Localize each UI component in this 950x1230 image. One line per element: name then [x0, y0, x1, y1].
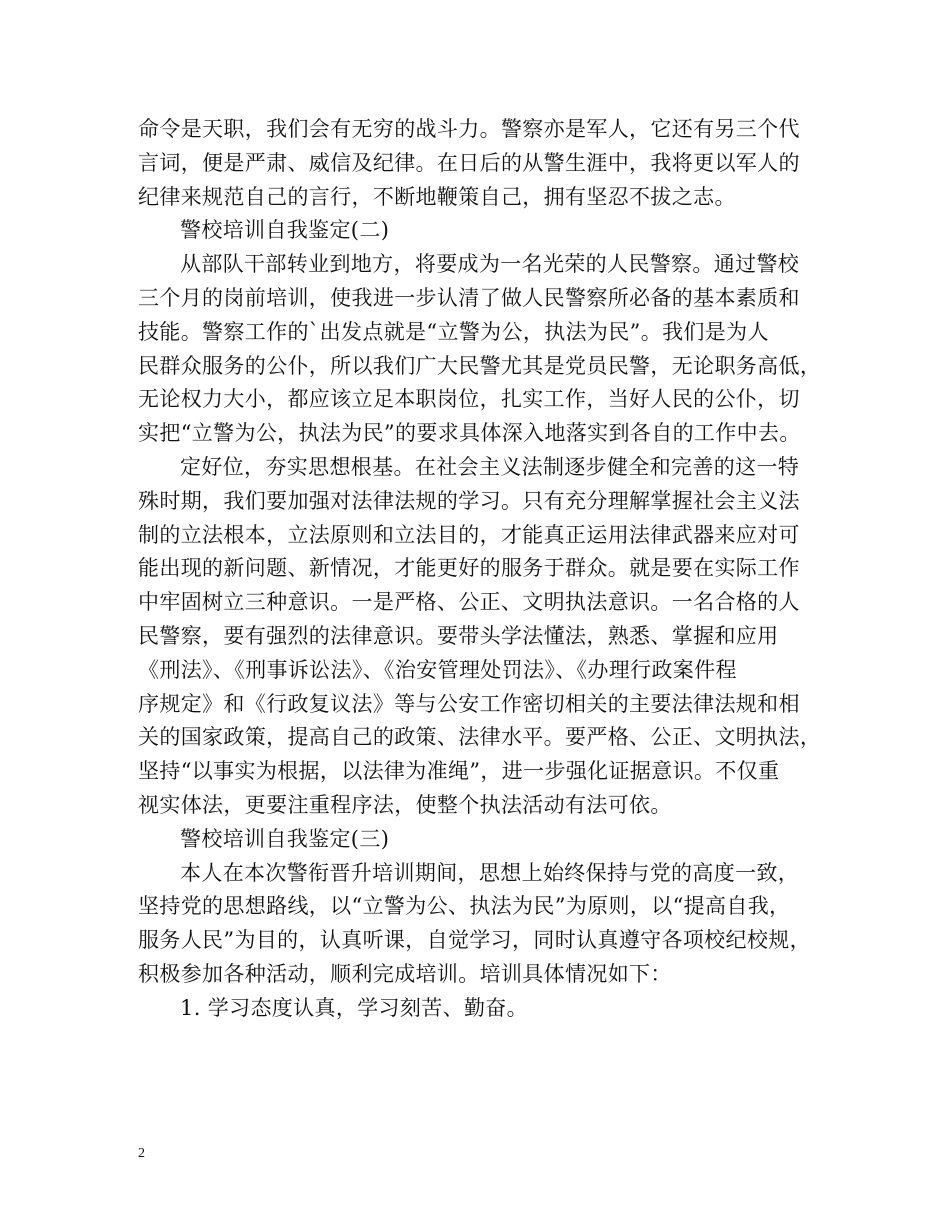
text-line: 积极参加各种活动，顺利完成培训。培训具体情况如下： [138, 961, 672, 986]
text-line: 制的立法根本，立法原则和立法目的，才能真正运用法律武器来应对可 [138, 522, 800, 547]
text-line: 命令是天职，我们会有无穷的战斗力。警察亦是军人，它还有另三个代 [138, 117, 800, 141]
text-line: 警校培训自我鉴定(三) [180, 826, 390, 851]
text-line: 能出现的新问题、新情况，才能更好的服务于群众。就是要在实际工作 [138, 556, 800, 581]
page-number: 2 [138, 1146, 145, 1161]
text-line: 实把“立警为公，执法为民”的要求具体深入地落实到各自的工作中去。 [138, 421, 801, 446]
document-body [138, 113, 822, 1026]
text-line: 警校培训自我鉴定(二) [180, 218, 390, 243]
text-line: 纪律来规范自己的言行，不断地鞭策自己，拥有坚忍不拔之志。 [138, 184, 736, 209]
text-line: 技能。警察工作的`出发点就是“立警为公，执法为民”。我们是为人 [138, 319, 769, 344]
text-line: 视实体法，更要注重程序法，使整个执法活动有法可依。 [138, 792, 672, 817]
text-line: 中牢固树立三种意识。一是严格、公正、文明执法意识。一名合格的人 [138, 590, 800, 615]
text-line: 本人在本次警衔晋升培训期间，思想上始终保持与党的高度一致， [180, 860, 800, 885]
text-line: 关的国家政策，提高自己的政策、法律水平。要严格、公正、文明执法， [138, 725, 822, 750]
text-line: 殊时期，我们要加强对法律法规的学习。只有充分理解掌握社会主义法 [138, 488, 800, 513]
text-line: 《刑法》、《刑事诉讼法》、《治安管理处罚法》、《办理行政案件程 [138, 657, 737, 682]
text-line: 服务人民”为目的，认真听课，自觉学习，同时认真遵守各项校纪校规， [138, 928, 811, 953]
text-line: 定好位，夯实思想根基。在社会主义法制逐步健全和完善的这一特 [180, 454, 800, 479]
text-line: 三个月的岗前培训，使我进一步认清了做人民警察所必备的基本素质和 [138, 285, 800, 310]
text-line: 民群众服务的公仆，所以我们广大民警尤其是党员民警，无论职务高低， [138, 353, 822, 378]
text-line: 无论权力大小，都应该立足本职岗位，扎实工作，当好人民的公仆，切 [138, 387, 800, 412]
text-line: 坚持“以事实为根据，以法律为准绳”，进一步强化证据意识。不仅重 [138, 759, 780, 784]
text-line: 民警察，要有强烈的法律意识。要带头学法懂法，熟悉、掌握和应用 [138, 623, 779, 648]
text-line: 从部队干部转业到地方，将要成为一名光荣的人民警察。通过警校 [180, 252, 800, 277]
text-line: 言词，便是严肃、威信及纪律。在日后的从警生涯中，我将更以军人的 [138, 150, 800, 175]
text-line: 1. 学习态度认真，学习刻苦、勤奋。 [180, 995, 529, 1020]
text-line: 坚持党的思想路线，以“立警为公、执法为民”为原则，以“提高自我， [138, 894, 791, 919]
text-line: 序规定》和《行政复议法》等与公安工作密切相关的主要法律法规和相 [138, 691, 800, 716]
